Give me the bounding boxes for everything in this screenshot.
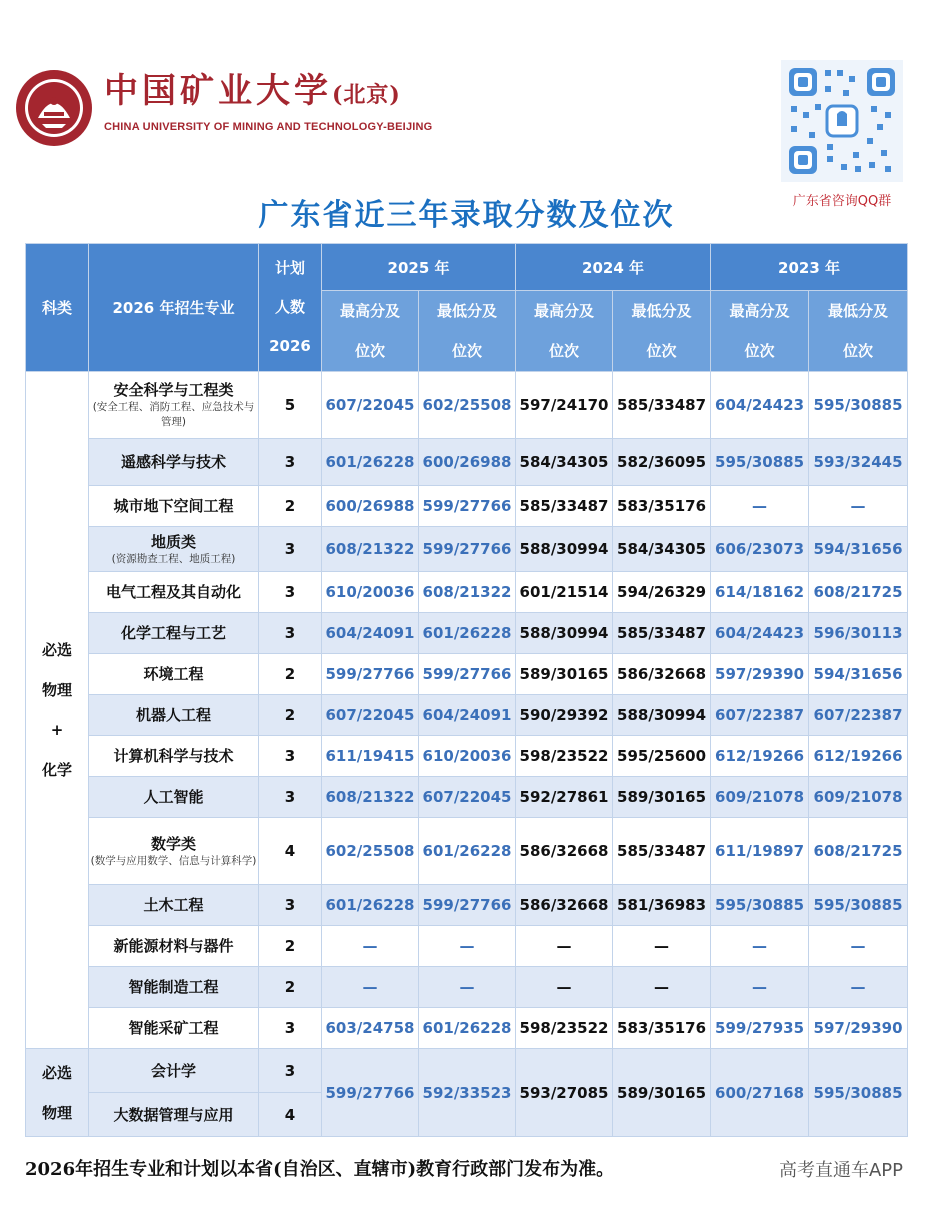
score-cell: 585/33487 [613,372,711,439]
score-cell: — [419,967,516,1008]
major-cell [89,527,259,572]
score-cell: — [711,967,809,1008]
major-cell [89,736,259,777]
header-max-line2: 位次 [354,342,385,360]
score-cell: 600/26988 [322,486,419,527]
header-max-line1: 最高分及 [339,302,400,320]
major-name: 地质类 [150,532,196,551]
score-cell: 601/26228 [322,885,419,926]
score-cell: 604/24091 [322,613,419,654]
score-cell: 582/36095 [613,439,711,486]
header-min-2024 [613,291,711,372]
score-cell: 612/19266 [809,736,908,777]
category-line: 物理 [41,681,72,699]
score-cell: 594/31656 [809,527,908,572]
major-cell [89,1093,259,1137]
major-name: 环境工程 [143,665,204,683]
score-cell: 601/26228 [419,613,516,654]
major-name: 计算机科学与技术 [113,747,234,765]
header-min-line1: 最低分及 [828,302,889,320]
header-min-line2: 位次 [452,342,483,360]
table-row [26,572,908,613]
score-cell: 608/21322 [419,572,516,613]
header-min-2025 [419,291,516,372]
category-line: + [50,721,64,739]
score-cell: — [809,926,908,967]
major-cell [89,777,259,818]
category-cell-physics [26,1049,89,1137]
table-row [26,654,908,695]
university-seal-icon [14,68,94,148]
header-year-2023: 2023 年 [711,244,908,291]
header-min-line1: 最低分及 [437,302,498,320]
header-min-line1: 最低分及 [631,302,692,320]
table-row [26,818,908,885]
score-cell: 595/30885 [711,885,809,926]
score-cell: — [711,926,809,967]
score-cell: 598/23522 [516,1008,613,1049]
table-row [26,486,908,527]
score-cell: 599/27935 [711,1008,809,1049]
score-cell: 589/30165 [516,654,613,695]
major-cell [89,439,259,486]
major-cell [89,654,259,695]
category-line: 化学 [41,761,72,779]
table-row [26,439,908,486]
plan-count-cell: 2 [259,654,322,695]
score-cell: 595/30885 [711,439,809,486]
score-cell: 585/33487 [613,613,711,654]
score-cell: 588/30994 [516,613,613,654]
score-cell: 599/27766 [419,527,516,572]
major-cell [89,818,259,885]
major-cell [89,572,259,613]
table-row [26,967,908,1008]
score-cell: 603/24758 [322,1008,419,1049]
header-max-line1: 最高分及 [534,302,595,320]
score-cell: 600/26988 [419,439,516,486]
score-cell: 602/25508 [322,818,419,885]
university-name-cn-suffix: (北京) [332,82,401,108]
major-cell [89,926,259,967]
table-row [26,885,908,926]
major-name: 人工智能 [143,788,204,806]
score-cell: 601/26228 [322,439,419,486]
score-cell: 610/20036 [322,572,419,613]
major-cell [89,1008,259,1049]
major-cell [89,967,259,1008]
major-cell [89,695,259,736]
score-cell: 600/27168 [711,1049,809,1137]
score-cell: — [516,967,613,1008]
score-cell: 593/32445 [809,439,908,486]
header-min-line2: 位次 [646,342,677,360]
major-name: 电气工程及其自动化 [105,583,241,601]
university-name-cn: 中国矿业大学(北京) [104,71,401,111]
score-cell: 614/18162 [711,572,809,613]
score-cell: 592/27861 [516,777,613,818]
score-cell: 604/24091 [419,695,516,736]
score-cell: 584/34305 [613,527,711,572]
score-cell: 586/32668 [516,818,613,885]
major-name: 遥感科学与技术 [120,453,226,471]
score-cell: — [613,967,711,1008]
plan-count-cell: 3 [259,736,322,777]
score-cell: 597/24170 [516,372,613,439]
header-plan-line1: 计划 [274,259,305,277]
score-cell: 589/30165 [613,1049,711,1137]
score-cell: — [711,486,809,527]
plan-count-cell: 3 [259,1049,322,1093]
score-cell: 604/24423 [711,372,809,439]
score-cell: — [613,926,711,967]
table-row [26,926,908,967]
admission-score-table [25,243,908,1137]
header-max-line1: 最高分及 [729,302,790,320]
score-cell: 607/22045 [419,777,516,818]
table-row [26,613,908,654]
score-cell: 597/29390 [711,654,809,695]
header-max-2024 [516,291,613,372]
score-cell: 599/27766 [419,486,516,527]
major-note: (数学与应用数学、信息与计算科学) [90,854,257,867]
score-cell: 601/26228 [419,1008,516,1049]
score-cell: 595/30885 [809,1049,908,1137]
score-cell: 611/19415 [322,736,419,777]
score-cell: 612/19266 [711,736,809,777]
header-plan-line2: 人数 [274,298,305,316]
score-cell: — [419,926,516,967]
header-major: 2026 年招生专业 [89,244,259,372]
major-cell [89,372,259,439]
header-max-2023 [711,291,809,372]
score-cell: 598/23522 [516,736,613,777]
score-cell: 594/26329 [613,572,711,613]
plan-count-cell: 4 [259,1093,322,1137]
app-watermark: 高考直通车APP [778,1160,903,1181]
table-row [26,1008,908,1049]
score-cell: 586/32668 [613,654,711,695]
score-cell: 589/30165 [613,777,711,818]
page-header [0,0,933,240]
score-cell: 595/30885 [809,372,908,439]
score-cell: 601/21514 [516,572,613,613]
score-cell: — [809,486,908,527]
plan-count-cell: 3 [259,527,322,572]
plan-count-cell: 3 [259,439,322,486]
score-cell: 599/27766 [419,885,516,926]
plan-count-cell: 3 [259,885,322,926]
score-cell: 602/25508 [419,372,516,439]
major-name: 城市地下空间工程 [113,497,234,515]
score-cell: 608/21725 [809,572,908,613]
category-line: 必选 [41,641,72,659]
plan-count-cell: 3 [259,572,322,613]
score-cell: 608/21322 [322,777,419,818]
plan-count-cell: 2 [259,926,322,967]
score-cell: 597/29390 [809,1008,908,1049]
score-cell: 607/22045 [322,372,419,439]
score-cell: 585/33487 [613,818,711,885]
header-category: 科类 [26,244,89,372]
qq-group-qr-code-icon[interactable] [781,60,903,182]
table-row [26,1049,908,1093]
score-cell: 584/34305 [516,439,613,486]
score-cell: 604/24423 [711,613,809,654]
header-year-2025: 2025 年 [322,244,516,291]
score-cell: 595/25600 [613,736,711,777]
major-cell [89,885,259,926]
score-cell: 583/35176 [613,1008,711,1049]
major-cell [89,613,259,654]
page-title: 广东省近三年录取分数及位次 [258,198,675,233]
score-cell: 611/19897 [711,818,809,885]
score-cell: 581/36983 [613,885,711,926]
major-name: 机器人工程 [135,706,211,724]
plan-count-cell: 5 [259,372,322,439]
major-cell [89,1049,259,1093]
score-cell: 599/27766 [322,654,419,695]
qr-code-label: 广东省咨询QQ群 [792,194,892,209]
score-cell: 610/20036 [419,736,516,777]
header-year-2024: 2024 年 [516,244,711,291]
major-name: 大数据管理与应用 [113,1105,234,1124]
header-max-2025 [322,291,419,372]
table-body-physics-chemistry [26,372,908,1049]
university-name-en: CHINA UNIVERSITY OF MINING AND TECHNOLOGY-BEIJING [104,121,433,133]
plan-count-cell: 2 [259,695,322,736]
major-note: (资源勘查工程、地质工程) [111,552,236,565]
score-cell: — [322,926,419,967]
score-cell: — [516,926,613,967]
table-row [26,372,908,439]
score-cell: 590/29392 [516,695,613,736]
table-row [26,695,908,736]
score-cell: 596/30113 [809,613,908,654]
major-name: 智能制造工程 [128,978,219,996]
major-note: (安全工程、消防工程、应急技术与管理) [92,401,255,428]
score-cell: 594/31656 [809,654,908,695]
score-cell: 607/22045 [322,695,419,736]
major-name: 智能采矿工程 [128,1019,219,1037]
footer-note: 2026年招生专业和计划以本省(自治区、直辖市)教育行政部门发布为准。 [25,1159,615,1180]
major-name: 新能源材料与器件 [113,937,234,955]
score-cell: 583/35176 [613,486,711,527]
major-cell [89,486,259,527]
major-name: 数学类 [150,834,196,853]
score-cell: 606/23073 [711,527,809,572]
score-cell: 609/21078 [809,777,908,818]
score-cell: 608/21725 [809,818,908,885]
header-max-line2: 位次 [549,342,580,360]
table-row [26,736,908,777]
score-cell: 588/30994 [613,695,711,736]
category-cell-physics-chemistry [26,372,89,1049]
table-body-physics [26,1049,908,1137]
score-cell: 608/21322 [322,527,419,572]
score-cell: 593/27085 [516,1049,613,1137]
major-name: 安全科学与工程类 [113,381,234,399]
score-cell: 592/33523 [419,1049,516,1137]
score-cell: 586/32668 [516,885,613,926]
plan-count-cell: 2 [259,486,322,527]
header-min-2023 [809,291,908,372]
score-cell: 599/27766 [419,654,516,695]
major-name: 会计学 [150,1061,196,1080]
score-cell: — [809,967,908,1008]
table-row [26,527,908,572]
score-cell: 585/33487 [516,486,613,527]
major-name: 土木工程 [143,896,204,914]
category-line: 必选 [41,1063,72,1082]
header-min-line2: 位次 [843,342,874,360]
header-plan [259,244,322,372]
score-cell: — [322,967,419,1008]
plan-count-cell: 3 [259,777,322,818]
major-name: 化学工程与工艺 [120,624,226,642]
score-cell: 607/22387 [809,695,908,736]
header-max-line2: 位次 [744,342,775,360]
score-cell: 601/26228 [419,818,516,885]
score-cell: 595/30885 [809,885,908,926]
category-line: 物理 [41,1103,72,1122]
score-cell: 588/30994 [516,527,613,572]
score-cell: 607/22387 [711,695,809,736]
table-row [26,777,908,818]
plan-count-cell: 2 [259,967,322,1008]
plan-count-cell: 3 [259,613,322,654]
score-cell: 599/27766 [322,1049,419,1137]
plan-count-cell: 3 [259,1008,322,1049]
header-plan-line3: 2026 [269,337,311,355]
score-cell: 609/21078 [711,777,809,818]
plan-count-cell: 4 [259,818,322,885]
